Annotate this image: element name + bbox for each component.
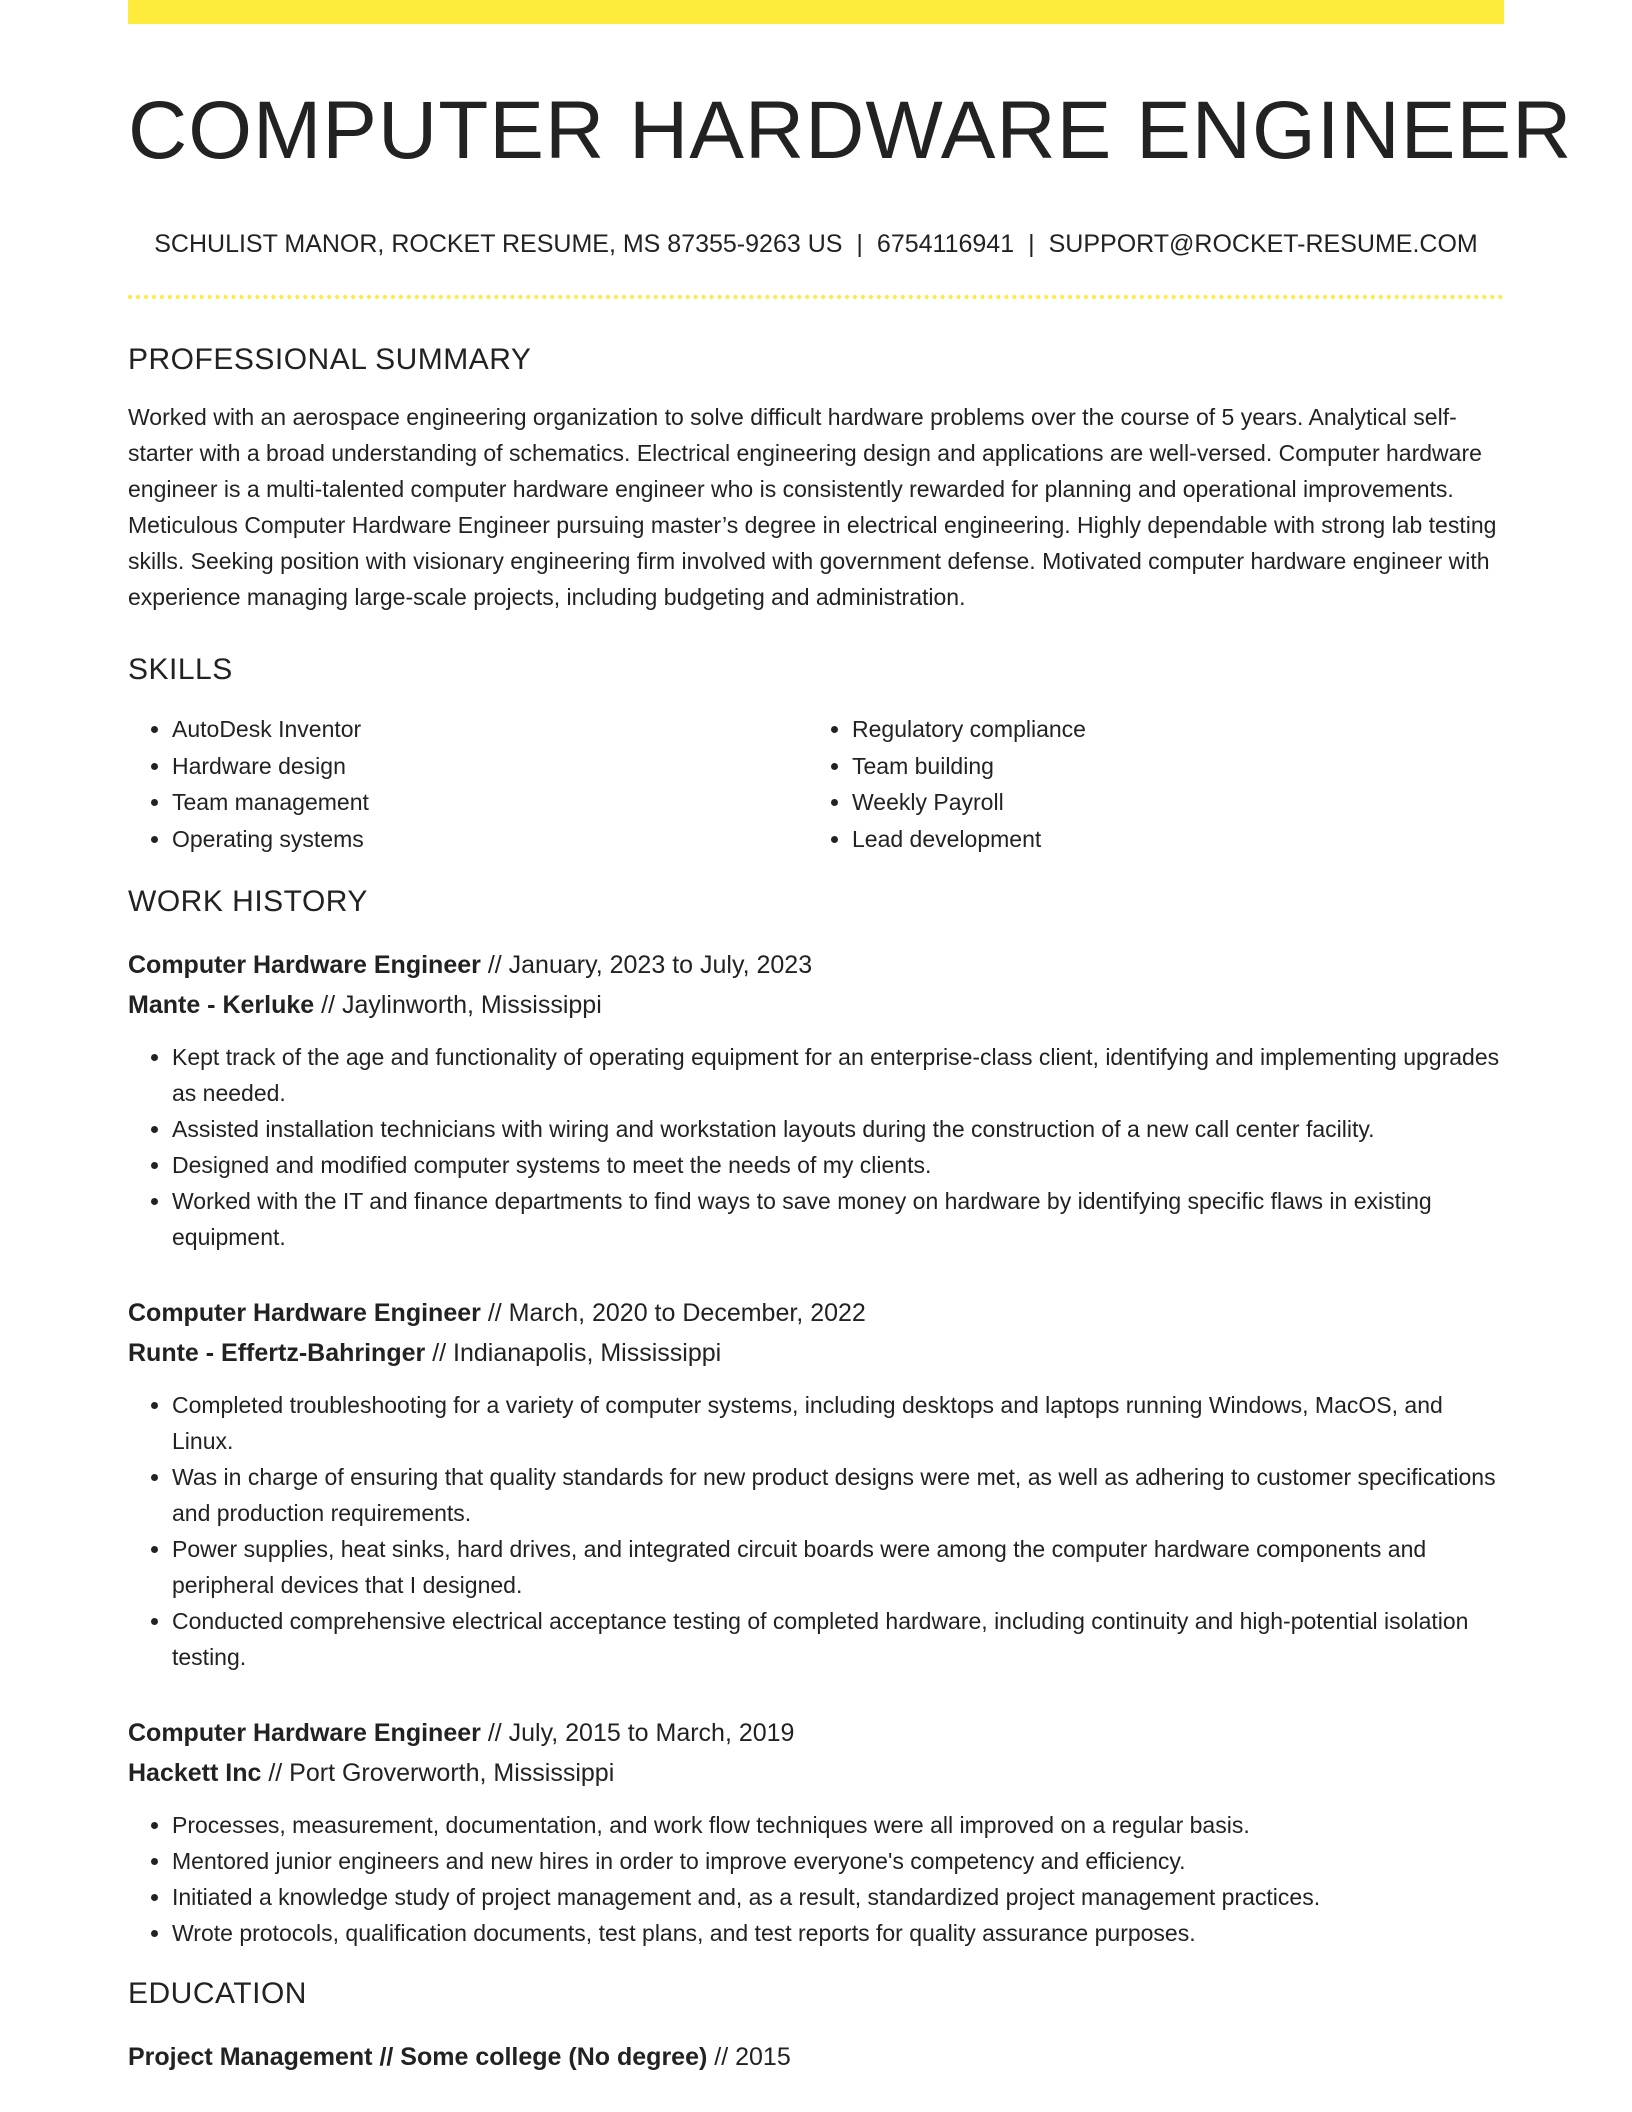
education-entry xyxy=(128,2037,1504,2077)
skill-item: • Lead development xyxy=(852,821,1488,858)
skills-heading: SKILLS xyxy=(128,653,233,687)
skills-column-left xyxy=(128,711,808,857)
address: SCHULIST MANOR, ROCKET RESUME, MS 87355-9263 US xyxy=(154,230,843,259)
separator: | xyxy=(856,230,863,259)
job-bullets xyxy=(128,1387,1504,1675)
education-degree: Project Management // Some college (No degree) xyxy=(128,2043,708,2072)
education-heading: EDUCATION xyxy=(128,1977,307,2011)
accent-bar xyxy=(128,0,1504,24)
job-bullet: • Worked with the IT and finance departments to find ways to save money on hardware by identifying specific flaws in existing equipment. xyxy=(172,1183,1504,1255)
job-title: Computer Hardware Engineer xyxy=(128,951,481,980)
job-title-line xyxy=(128,945,1504,985)
summary-heading: PROFESSIONAL SUMMARY xyxy=(128,343,532,377)
job-bullets xyxy=(128,1039,1504,1255)
resume-page xyxy=(128,0,1573,2077)
skill-item: • Weekly Payroll xyxy=(852,784,1488,821)
job-dates: // January, 2023 to July, 2023 xyxy=(487,951,813,980)
skill-item: • Team building xyxy=(852,748,1488,785)
job-location: // Jaylinworth, Mississippi xyxy=(321,991,602,1020)
job-title-line xyxy=(128,1713,1504,1753)
job-company-line xyxy=(128,1753,1504,1793)
job-bullet: • Initiated a knowledge study of project management and, as a result, standardized project management practices. xyxy=(172,1879,1504,1915)
email-link[interactable]: SUPPORT@ROCKET-RESUME.COM xyxy=(1048,230,1478,259)
job-dates: // July, 2015 to March, 2019 xyxy=(487,1719,795,1748)
skill-item: • Regulatory compliance xyxy=(852,711,1488,748)
summary-text: Worked with an aerospace engineering organization to solve difficult hardware problems over the course of 5 years. Analytical self-starter with a broad understanding of schematics. Electrical engineering design and applications are well-versed. Computer hardware engineer is a multi-talented computer hardware engineer who is consistently rewarded for planning and operational improvements. Meticulous Computer Hardware Engineer pursuing master’s degree in electrical engineering. Highly dependable with strong lab testing skills. Seeking position with visionary engineering firm involved with government defense. Motivated computer hardware engineer with experience managing large-scale projects, including budgeting and administration. xyxy=(128,404,1497,611)
job-company-line xyxy=(128,985,1504,1025)
phone: 6754116941 xyxy=(876,230,1015,259)
job-bullet: • Completed troubleshooting for a variety of computer systems, including desktops and laptops running Windows, MacOS, and Linux. xyxy=(172,1387,1504,1459)
job-bullet: • Power supplies, heat sinks, hard drives, and integrated circuit boards were among the computer hardware components and peripheral devices that I designed. xyxy=(172,1531,1504,1603)
job-entry xyxy=(128,945,1504,1255)
job-bullets xyxy=(128,1807,1504,1951)
resume-title: COMPUTER HARDWARE ENGINEER xyxy=(128,85,1573,176)
job-bullet: • Kept track of the age and functionality of operating equipment for an enterprise-class client, identifying and implementing upgrades as needed. xyxy=(172,1039,1504,1111)
job-bullet: • Assisted installation technicians with wiring and workstation layouts during the construction of a new call center facility. xyxy=(172,1111,1504,1147)
job-title: Computer Hardware Engineer xyxy=(128,1299,481,1328)
job-company: Runte - Effertz-Bahringer xyxy=(128,1339,426,1368)
skill-item: • Operating systems xyxy=(172,821,808,858)
job-bullet: • Was in charge of ensuring that quality standards for new product designs were met, as well as adhering to customer specifications and production requirements. xyxy=(172,1459,1504,1531)
job-location: // Port Groverworth, Mississippi xyxy=(268,1759,615,1788)
job-company: Hackett Inc xyxy=(128,1759,262,1788)
job-location: // Indianapolis, Mississippi xyxy=(432,1339,722,1368)
job-bullet: • Processes, measurement, documentation, and work flow techniques were all improved on a regular basis. xyxy=(172,1807,1504,1843)
job-entry xyxy=(128,1713,1504,1951)
separator: | xyxy=(1028,230,1035,259)
job-bullet: • Mentored junior engineers and new hires in order to improve everyone's competency and efficiency. xyxy=(172,1843,1504,1879)
dotted-divider xyxy=(128,295,1504,299)
skills-list xyxy=(128,711,1504,857)
skill-item: • Hardware design xyxy=(172,748,808,785)
work-history-heading: WORK HISTORY xyxy=(128,885,368,919)
contact-line xyxy=(128,230,1504,259)
job-bullet: • Wrote protocols, qualification documents, test plans, and test reports for quality assurance purposes. xyxy=(172,1915,1504,1951)
job-dates: // March, 2020 to December, 2022 xyxy=(487,1299,866,1328)
job-bullet: • Designed and modified computer systems to meet the needs of my clients. xyxy=(172,1147,1504,1183)
skill-item: • Team management xyxy=(172,784,808,821)
job-title: Computer Hardware Engineer xyxy=(128,1719,481,1748)
job-company-line xyxy=(128,1333,1504,1373)
job-entry xyxy=(128,1293,1504,1675)
job-bullet: • Conducted comprehensive electrical acceptance testing of completed hardware, including continuity and high-potential isolation testing. xyxy=(172,1603,1504,1675)
job-title-line xyxy=(128,1293,1504,1333)
job-company: Mante - Kerluke xyxy=(128,991,315,1020)
education-year: // 2015 xyxy=(714,2043,791,2072)
skill-item: • AutoDesk Inventor xyxy=(172,711,808,748)
skills-column-right xyxy=(808,711,1488,857)
